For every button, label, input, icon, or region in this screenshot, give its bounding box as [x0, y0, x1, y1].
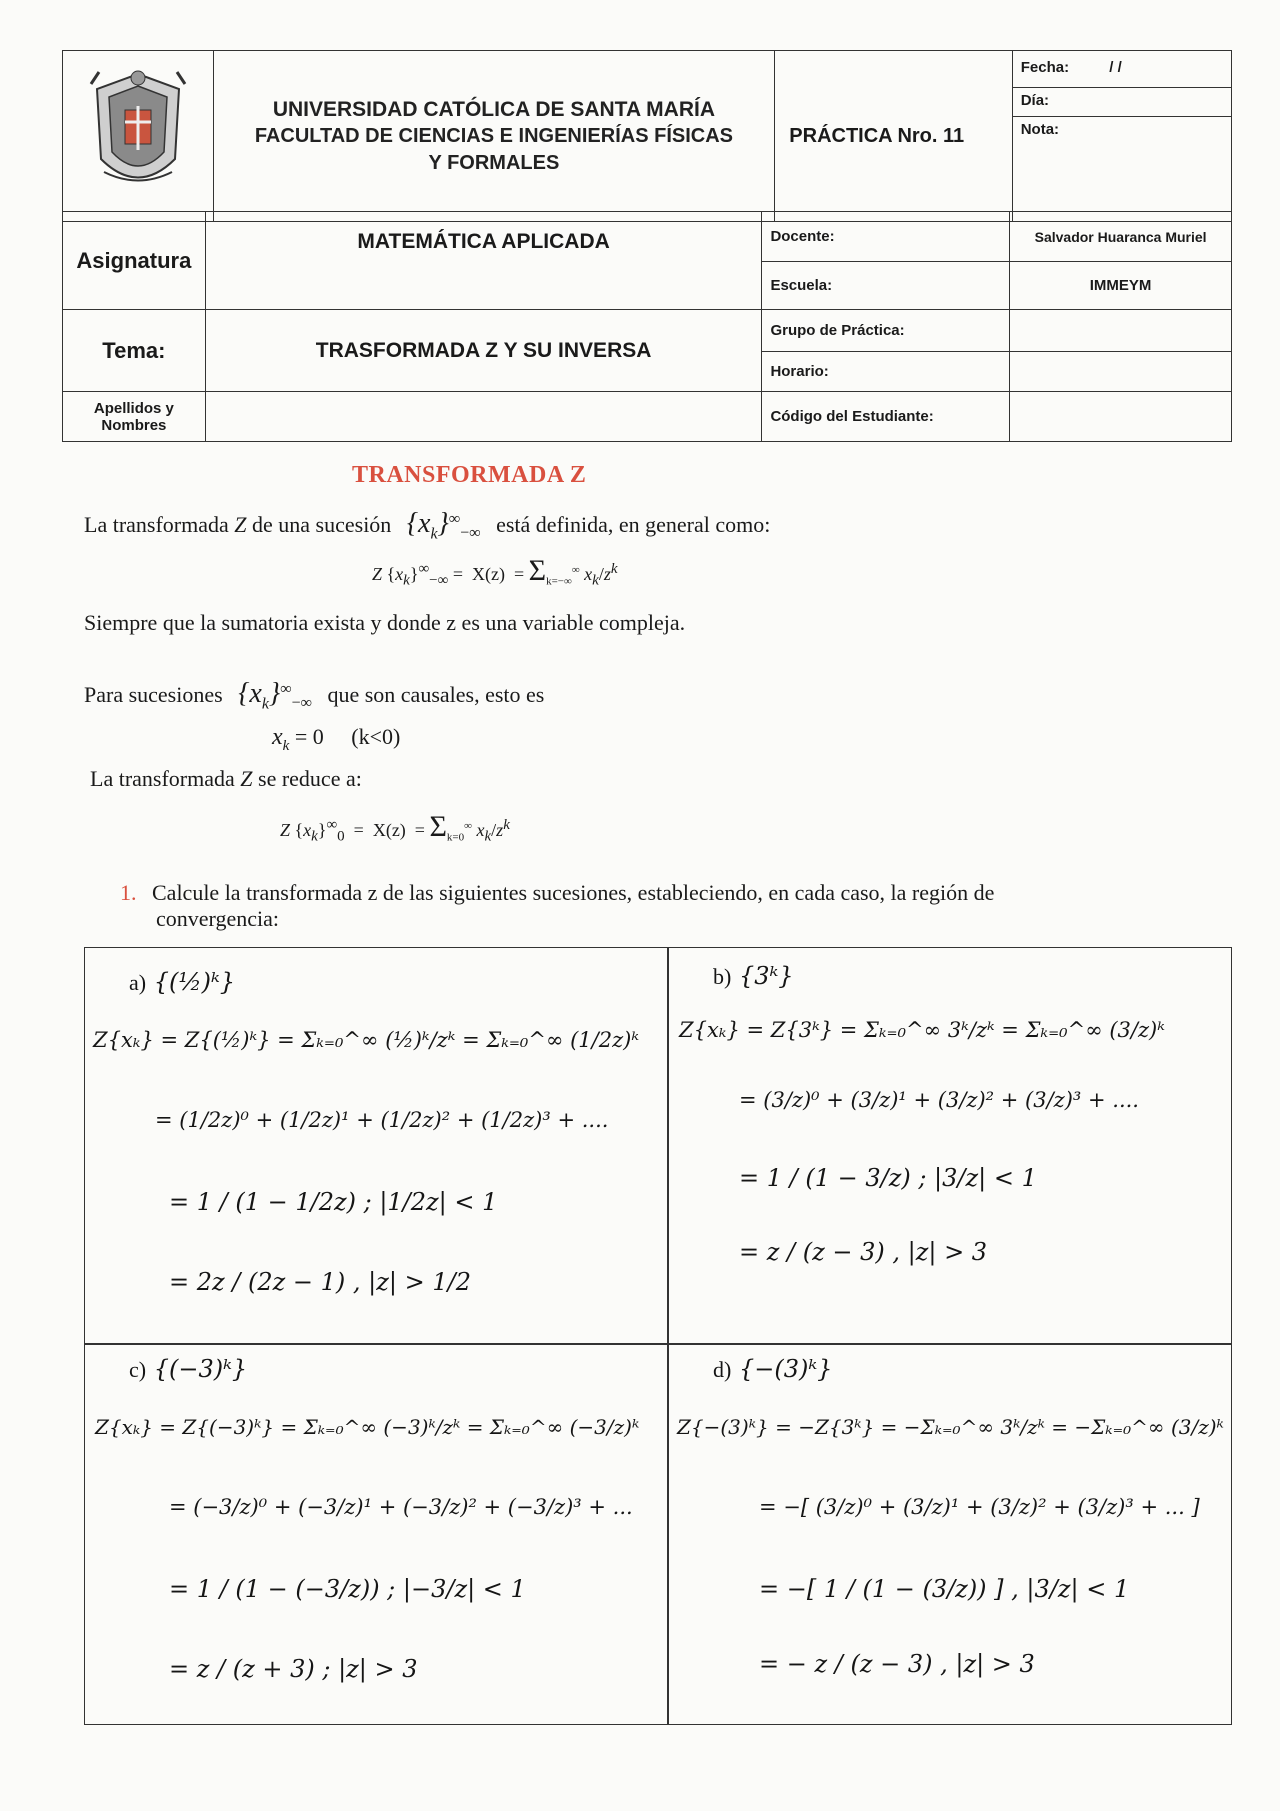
answer-d-line2: = −[ (3/z)⁰ + (3/z)¹ + (3/z)² + (3/z)³ + ... ] — [759, 1495, 1200, 1519]
docente-label: Docente: — [762, 212, 1010, 262]
z-symbol: Z — [234, 512, 247, 537]
answer-a-line4: = 2z / (2z − 1) , |z| > 1/2 — [169, 1268, 471, 1296]
p1-a: La transformada — [84, 512, 229, 537]
exercise-1 — [120, 880, 1220, 932]
causal-paragraph — [84, 678, 544, 714]
answer-c — [85, 1345, 665, 1723]
p1-b: de una sucesión — [252, 512, 392, 537]
answer-c-line2: = (−3/z)⁰ + (−3/z)¹ + (−3/z)² + (−3/z)³ + ... — [169, 1495, 633, 1519]
answer-c-line4: = z / (z + 3) ; |z| > 3 — [169, 1655, 418, 1683]
asignatura-value: MATEMÁTICA APLICADA — [205, 212, 762, 310]
reduce-paragraph — [90, 766, 362, 792]
grupo-label: Grupo de Práctica: — [762, 310, 1010, 352]
p3-b: que son causales, esto es — [327, 682, 545, 707]
answer-a-label: a) — [129, 970, 147, 995]
definition-paragraph — [84, 508, 770, 544]
fecha-value: / / — [1109, 59, 1122, 76]
p4-b: se reduce a: — [258, 766, 362, 791]
answer-c-line1: Z{xₖ} = Z{(−3)ᵏ} = Σₖ₌₀^∞ (−3)ᵏ/zᵏ = Σₖ₌₀^∞ (−3/z)ᵏ — [95, 1415, 640, 1439]
answer-a-line1: Z{xₖ} = Z{(½)ᵏ} = Σₖ₌₀^∞ (½)ᵏ/zᵏ = Σₖ₌₀^∞ (1/2z)ᵏ — [93, 1028, 640, 1052]
answer-d-label: d) — [713, 1357, 732, 1382]
tema-label: Tema: — [63, 310, 206, 392]
answer-b — [669, 948, 1229, 1341]
formula-bilateral: Z $\{x_k\}^\infty_{-\infty} = X(z) = \Sigma_{k=-\infty}^\infty$ $x_k/z^k$ — [372, 554, 618, 589]
header-table — [62, 50, 1232, 222]
answer-b-seq: {3ᵏ} — [738, 962, 794, 990]
grupo-value[interactable] — [1010, 310, 1232, 352]
formula-unilateral: Z $\{x_k\}^\infty_0 = X(z) = \Sigma_{k=0}^\infty$ $x_k/z^k$ — [280, 810, 510, 845]
horario-label: Horario: — [762, 352, 1010, 392]
p2: Siempre que la sumatoria exista y donde z es una variable compleja. — [84, 610, 686, 635]
answers-grid — [84, 947, 1232, 1725]
causal-condition: $x_k = 0$ (k<0) — [272, 724, 401, 754]
escuela-value: IMMEYM — [1010, 262, 1232, 310]
answer-b-line2: = (3/z)⁰ + (3/z)¹ + (3/z)² + (3/z)³ + .... — [739, 1088, 1139, 1112]
fecha-label: Fecha: — [1020, 59, 1070, 76]
p4-a: La transformada — [90, 766, 235, 791]
codigo-value[interactable] — [1010, 392, 1232, 442]
answer-d-seq: {−(3)ᵏ} — [738, 1355, 833, 1383]
horario-value[interactable] — [1010, 352, 1232, 392]
faculty-line1: FACULTAD DE CIENCIAS E INGENIERÍAS FÍSICAS — [254, 124, 733, 147]
answer-c-line3: = 1 / (1 − (−3/z)) ; |−3/z| < 1 — [169, 1575, 526, 1603]
answer-b-line1: Z{xₖ} = Z{3ᵏ} = Σₖ₌₀^∞ 3ᵏ/zᵏ = Σₖ₌₀^∞ (3/z)ᵏ — [679, 1018, 1165, 1042]
tema-value: TRASFORMADA Z Y SU INVERSA — [205, 310, 762, 392]
answer-d — [669, 1345, 1229, 1723]
answer-a — [85, 948, 665, 1341]
exercise-number: 1. — [120, 880, 137, 905]
answer-d-line1: Z{−(3)ᵏ} = −Z{3ᵏ} = −Σₖ₌₀^∞ 3ᵏ/zᵏ = −Σₖ₌₀^∞ (3/z)ᵏ — [677, 1415, 1224, 1439]
answer-a-seq: {(½)ᵏ} — [153, 968, 236, 996]
practica-number: PRÁCTICA Nro. 11 — [775, 51, 1012, 222]
nota-label: Nota: — [1020, 121, 1060, 138]
faculty-line2: Y FORMALES — [428, 151, 560, 174]
answer-a-line3: = 1 / (1 − 1/2z) ; |1/2z| < 1 — [169, 1188, 498, 1216]
university-block — [213, 51, 775, 222]
answer-d-line3: = −[ 1 / (1 − (3/z)) ] , |3/z| < 1 — [759, 1575, 1130, 1603]
exercise-text-2: convergencia: — [156, 906, 279, 931]
z-symbol-2: Z — [240, 766, 253, 791]
dia-label: Día: — [1013, 88, 1231, 117]
answer-d-line4: = − z / (z − 3) , |z| > 3 — [759, 1650, 1035, 1678]
answer-a-line2: = (1/2z)⁰ + (1/2z)¹ + (1/2z)² + (1/2z)³ + .... — [155, 1108, 609, 1132]
p1-c: está definida, en general como: — [496, 512, 771, 537]
university-name: UNIVERSIDAD CATÓLICA DE SANTA MARÍA — [272, 97, 715, 121]
answer-c-seq: {(−3)ᵏ} — [153, 1355, 248, 1383]
fecha-row — [1013, 55, 1231, 88]
answer-c-label: c) — [129, 1357, 147, 1382]
seal-icon — [79, 64, 197, 204]
docente-value: Salvador Huaranca Muriel — [1010, 212, 1232, 262]
sequence-symbol: $\{x_k\}^\infty_{-\infty}$ — [406, 508, 481, 543]
info-table — [62, 211, 1232, 442]
sequence-symbol-2: $\{x_k\}^\infty_{-\infty}$ — [238, 678, 312, 713]
exercise-text-1: Calcule la transformada z de las siguientes sucesiones, estableciendo, en cada caso, la región de — [152, 880, 995, 905]
answer-b-line3: = 1 / (1 − 3/z) ; |3/z| < 1 — [739, 1164, 1037, 1192]
escuela-label: Escuela: — [762, 262, 1010, 310]
answer-b-label: b) — [713, 964, 732, 989]
answer-b-line4: = z / (z − 3) , |z| > 3 — [739, 1238, 988, 1266]
asignatura-label: Asignatura — [63, 212, 206, 310]
date-block — [1012, 51, 1231, 222]
apellidos-value[interactable] — [205, 392, 762, 442]
causal-range: (k<0) — [351, 724, 401, 749]
university-seal — [63, 51, 214, 222]
codigo-label: Código del Estudiante: — [762, 392, 1010, 442]
section-title: TRANSFORMADA Z — [352, 462, 587, 488]
p3-a: Para sucesiones — [84, 682, 223, 707]
apellidos-label: Apellidos y Nombres — [63, 392, 206, 442]
